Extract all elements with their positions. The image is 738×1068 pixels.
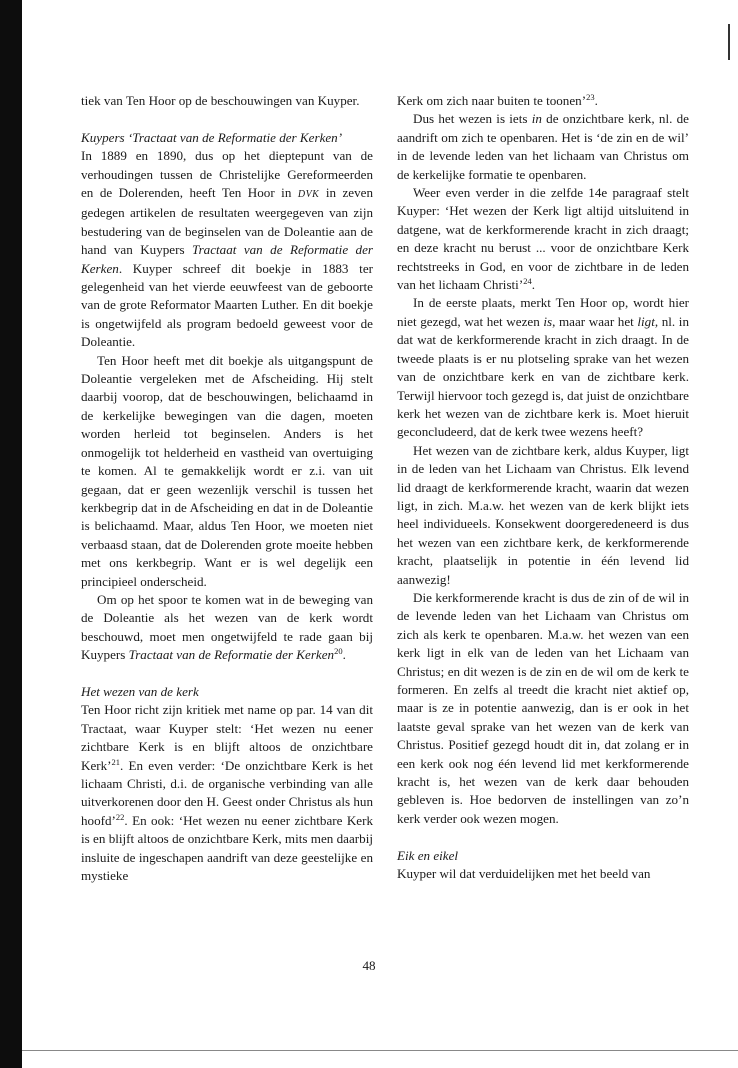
paragraph: Het wezen van de zichtbare kerk, aldus Kuyper, ligt in de leden van het Lichaam van Christus. Elk levend lid draagt de kerkformerende kracht, waarin dat wezen ligt, in zich. M.a.w. het wezen van de kerk blijkt iets heel individueels. Konsekwent doorgeredeneerd is dus het wezen van een zichtbare kerk, de kerkformerende kracht, plaatselijk in potentie in één levend lid aanwezig! <box>397 442 689 587</box>
footnote-ref: 24 <box>523 276 532 287</box>
footnote-ref: 21 <box>111 756 121 767</box>
dvk-abbrev: DVK <box>297 189 320 201</box>
section-heading: Eik en eikel <box>397 847 459 863</box>
paragraph: In 1889 en 1890, dus op het dieptepunt van de verhoudingen tussen de Christelijke Gereformeerden en de Dolerenden, heeft Ten Hoor in DVK in zeven gedegen artikelen de resultaten weergegeven van zijn bestudering van de beginselen van de Doleantie aan de hand van Kuypers Tractaat van de Reformatie der Kerken. Kuyper schreef dit boekje in 1883 ter gelegenheid van het vierde eeuwfeest van de geboorte van de grote Reformator Maarten Luther. En dit boekje is ongetwijfeld als program bedoeld geweest voor de Doleantie. <box>81 148 374 350</box>
paragraph: Kuyper wil dat verduidelijken met het beeld van <box>397 866 651 882</box>
page-number: 48 <box>362 958 376 973</box>
footnote-ref: 22 <box>115 811 125 822</box>
paragraph: Weer even verder in die zelfde 14e paragraaf stelt Kuyper: ‘Het wezen der Kerk ligt altijd uitsluitend in datgene, wat de kerkformerende kracht in zich draagt; en deze kracht nu berust ... voor de onzichtbare Kerk rechtstreeks in God, en voor de zichtbare in de leden van het lichaam Christi’$^{24}$. <box>397 185 689 293</box>
paragraph: In de eerste plaats, merkt Ten Hoor op, wordt hier niet gezegd, wat het wezen is, maar waar het ligt, nl. in dat wat de kerkformerende kracht in zich draagt. In de tweede plaats is er nu plotseling sprake van het wezen van de onzichtbare kerk en van de zichtbare kerk. Terwijl hiervoor toch gezegd is, dat juist de onzichtbare kerk het wezen van de zichtbare kerk is. Moet hieruit geconcludeerd, dat de kerk twee wezens heeft? <box>397 295 689 440</box>
scan-corner-mark <box>728 24 730 60</box>
paragraph: Ten Hoor richt zijn kritiek met name op par. 14 van dit Tractaat, waar Kuyper stelt: ‘Het wezen nu eener zichtbare Kerk is en blijft altoos de onzichtbare Kerk’$^{21}$. En even verder: ‘De onzichtbare Kerk is het lichaam Christi, d.i. de organische verbinding van alle uitverkorenen door den H. Geest onder Christus als hun hoofd’$^{22}$. En ook: ‘Het wezen nu eener zichtbare Kerk is en blijft altoos de onzichtbare Kerk, mits men daarbij insluite de ingeschapen aandrift van deze geestelijke en mystieke <box>81 702 374 884</box>
paragraph: Die kerkformerende kracht is dus de zin of de wil in de levende leden van het Lichaam van Christus om zich als kerk te openbaren. M.a.w. het wezen van een kerk ligt in elk van de leden van het Lichaam van Christus; en dit wezen is de zin en de wil om de kerk te formeren. En zelfs al treedt die kracht niet aktief op, maar is ze in potentie aanwezig, dan is er ook in het laatste geval sprake van het wezen van de kerk van Christus. Positief gezegd houdt dit in, dat zolang er in een kerk ook nog één levend lid met kerkformerende kracht is, het wezen van de kerk daar behouden gebleven is. Hoe bedorven de instellingen van zo’n kerk verder ook wezen mogen. <box>397 589 689 826</box>
paragraph: tiek van Ten Hoor op de beschouwingen van Kuyper. <box>81 93 360 108</box>
paragraph: Om op het spoor te komen wat in de beweging van de Doleantie als het wezen van de kerk wordt beschouwd, moet men ongetwijfeld te rade gaan bij Kuypers Tractaat van de Reformatie der Kerken$^{20}$. <box>81 591 373 663</box>
section-heading: Kuypers ‘Tractaat van de Reformatie der Kerken’ <box>81 129 343 145</box>
bottom-rule <box>22 1050 738 1051</box>
footnote-ref: 20 <box>334 646 343 657</box>
paragraph: Kerk om zich naar buiten te toonen’$^{23}$. <box>397 92 598 108</box>
section-heading: Het wezen van de kerk <box>81 683 199 699</box>
right-column <box>397 92 689 883</box>
footnote-ref: 23 <box>586 92 595 102</box>
scan-edge <box>0 0 22 1068</box>
paragraph: Ten Hoor heeft met dit boekje als uitgangspunt de Doleantie vergeleken met de Afscheiding. Hij stelt daarbij voorop, dat de beschouwingen, belichaamd in de kerkelijke bewegingen van die dagen, moeten worden herleid tot beginselen. Anders is het onmogelijk tot helderheid en vastheid van overtuiging te komen. Al te gemakkelijk wordt er z.i. van uit gegaan, dat er geen wezenlijk verschil is tussen het kerkbegrip dat in de Afscheiding en dat in de Doleantie is belichaamd. Maar, aldus Ten Hoor, we moeten niet verbaasd staan, dat de Dolerenden grote moeite hebben met ons kerkbegrip. Want er is wel degelijk een principieel onderscheid. <box>81 352 373 589</box>
left-column <box>81 92 373 885</box>
paragraph: Dus het wezen is iets in de onzichtbare kerk, nl. de aandrift om zich te openbaren. Het is ‘de zin en de wil’ in de levende leden van het lichaam van Christus om de kerkelijke formatie te openbaren. <box>397 111 689 182</box>
